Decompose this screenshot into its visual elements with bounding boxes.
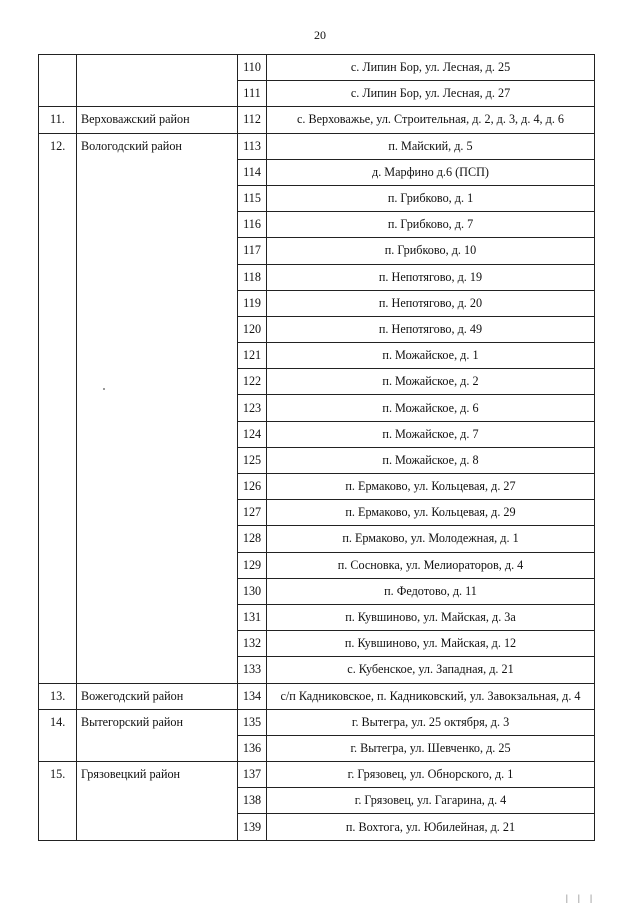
table-row (39, 107, 595, 133)
site-number: 123 (238, 395, 267, 421)
table-row (39, 709, 595, 735)
district-name (77, 55, 238, 107)
site-address: п. Сосновка, ул. Мелиораторов, д. 4 (267, 552, 595, 578)
site-address: с. Кубенское, ул. Западная, д. 21 (267, 657, 595, 683)
site-number: 133 (238, 657, 267, 683)
district-name: Грязовецкий район (77, 762, 238, 841)
site-number: 119 (238, 290, 267, 316)
scan-speck (103, 388, 105, 390)
site-address: п. Можайское, д. 2 (267, 369, 595, 395)
site-address: с. Липин Бор, ул. Лесная, д. 25 (267, 55, 595, 81)
site-address: п. Непотягово, д. 49 (267, 316, 595, 342)
site-address: п. Непотягово, д. 20 (267, 290, 595, 316)
site-number: 122 (238, 369, 267, 395)
site-number: 124 (238, 421, 267, 447)
site-address: п. Вохтога, ул. Юбилейная, д. 21 (267, 814, 595, 840)
site-number: 113 (238, 133, 267, 159)
site-number: 115 (238, 185, 267, 211)
site-number: 111 (238, 81, 267, 107)
site-number: 127 (238, 500, 267, 526)
site-number: 138 (238, 788, 267, 814)
site-number: 114 (238, 159, 267, 185)
site-address: с. Верховажье, ул. Строительная, д. 2, д. 3, д. 4, д. 6 (267, 107, 595, 133)
table-row (39, 683, 595, 709)
district-number: 15. (39, 762, 77, 841)
site-address: с. Липин Бор, ул. Лесная, д. 27 (267, 81, 595, 107)
site-address: п. Непотягово, д. 19 (267, 264, 595, 290)
site-address: д. Марфино д.6 (ПСП) (267, 159, 595, 185)
site-address: с/п Кадниковское, п. Кадниковский, ул. Завокзальная, д. 4 (267, 683, 595, 709)
site-number: 126 (238, 474, 267, 500)
site-number: 132 (238, 631, 267, 657)
address-table (38, 54, 595, 841)
district-number: 13. (39, 683, 77, 709)
site-address: п. Кувшиново, ул. Майская, д. 12 (267, 631, 595, 657)
site-address: г. Грязовец, ул. Обнорского, д. 1 (267, 762, 595, 788)
site-number: 112 (238, 107, 267, 133)
address-table-body (39, 55, 595, 841)
site-address: п. Ермаково, ул. Кольцевая, д. 27 (267, 474, 595, 500)
site-address: п. Можайское, д. 8 (267, 447, 595, 473)
site-address: п. Можайское, д. 7 (267, 421, 595, 447)
site-number: 128 (238, 526, 267, 552)
district-name: Вологодский район (77, 133, 238, 683)
district-name: Вытегорский район (77, 709, 238, 761)
district-number: 11. (39, 107, 77, 133)
site-address: п. Ермаково, ул. Кольцевая, д. 29 (267, 500, 595, 526)
site-address: п. Можайское, д. 6 (267, 395, 595, 421)
table-row (39, 55, 595, 81)
site-number: 110 (238, 55, 267, 81)
site-address: г. Грязовец, ул. Гагарина, д. 4 (267, 788, 595, 814)
site-address: г. Вытегра, ул. 25 октября, д. 3 (267, 709, 595, 735)
district-name: Вожегодский район (77, 683, 238, 709)
site-number: 135 (238, 709, 267, 735)
site-address: п. Ермаково, ул. Молодежная, д. 1 (267, 526, 595, 552)
site-number: 117 (238, 238, 267, 264)
site-address: п. Грибково, д. 7 (267, 212, 595, 238)
site-address: п. Можайское, д. 1 (267, 343, 595, 369)
table-row (39, 762, 595, 788)
site-address: п. Федотово, д. 11 (267, 578, 595, 604)
district-name: Верховажский район (77, 107, 238, 133)
site-address: п. Грибково, д. 1 (267, 185, 595, 211)
site-address: п. Грибково, д. 10 (267, 238, 595, 264)
site-number: 125 (238, 447, 267, 473)
district-number: 12. (39, 133, 77, 683)
site-address: п. Кувшиново, ул. Майская, д. 3а (267, 604, 595, 630)
site-number: 118 (238, 264, 267, 290)
site-number: 129 (238, 552, 267, 578)
district-number (39, 55, 77, 107)
site-address: г. Вытегра, ул. Шевченко, д. 25 (267, 735, 595, 761)
district-number: 14. (39, 709, 77, 761)
site-address: п. Майский, д. 5 (267, 133, 595, 159)
site-number: 139 (238, 814, 267, 840)
table-row (39, 133, 595, 159)
site-number: 120 (238, 316, 267, 342)
site-number: 121 (238, 343, 267, 369)
site-number: 134 (238, 683, 267, 709)
site-number: 116 (238, 212, 267, 238)
site-number: 136 (238, 735, 267, 761)
site-number: 137 (238, 762, 267, 788)
page-number: 20 (314, 28, 326, 42)
site-number: 130 (238, 578, 267, 604)
footer-marks: | | | (566, 893, 596, 903)
site-number: 131 (238, 604, 267, 630)
